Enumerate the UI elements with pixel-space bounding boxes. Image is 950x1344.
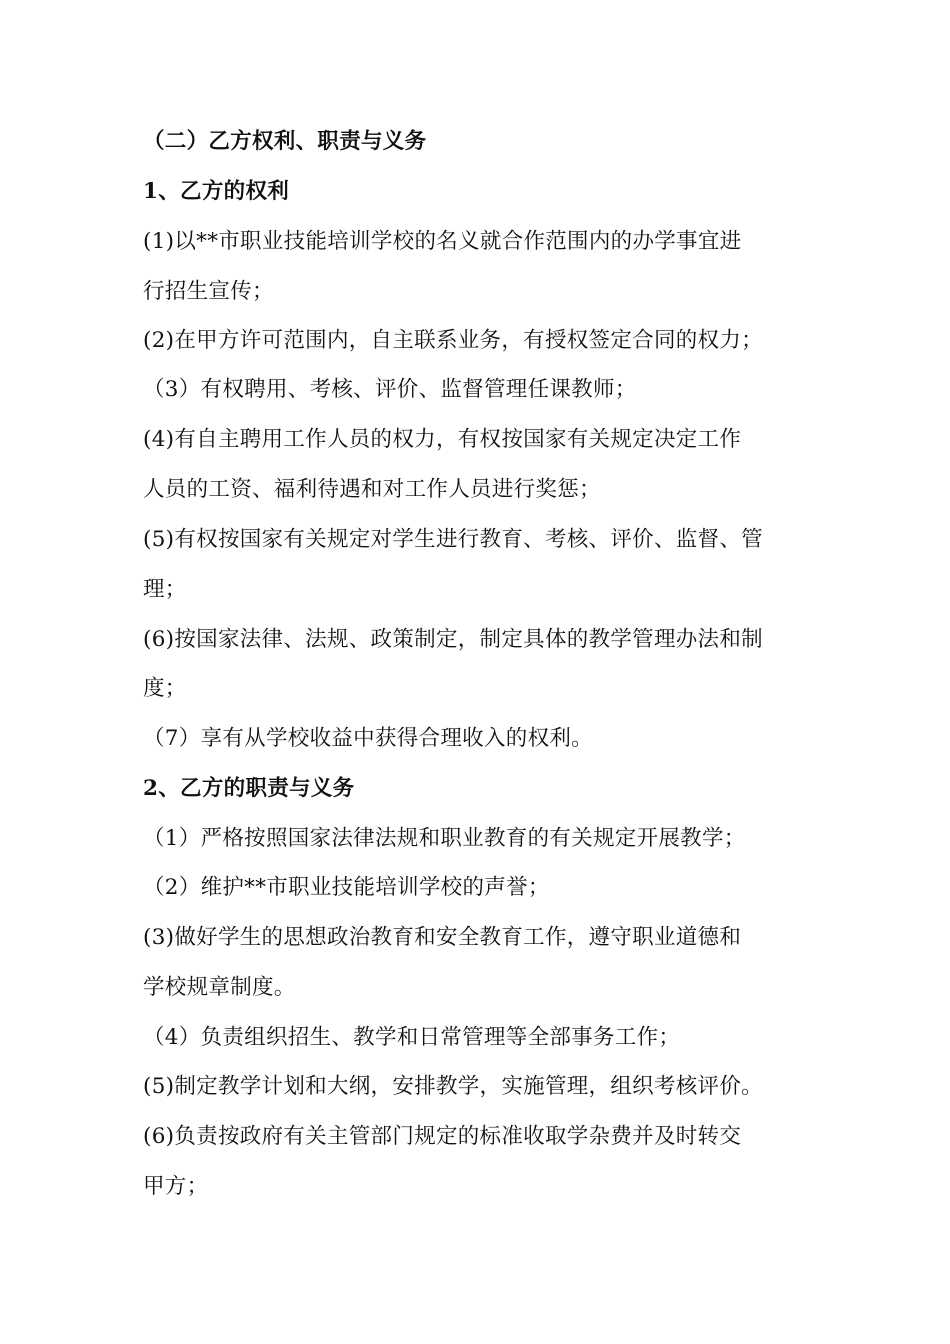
duties-heading: 2、乙方的职责与义务 — [143, 776, 355, 801]
duties-line: （2）维护**市职业技能培训学校的声誉； — [143, 875, 550, 900]
rights-line: (4)有自主聘用工作人员的权力，有权按国家有关规定决定工作 — [143, 427, 742, 452]
rights-line: (6)按国家法律、法规、政策制定，制定具体的教学管理办法和制 — [143, 627, 763, 652]
section-title: （二）乙方权利、职责与义务 — [143, 129, 427, 154]
rights-line: （3）有权聘用、考核、评价、监督管理任课教师； — [143, 377, 637, 402]
rights-heading: 1、乙方的权利 — [143, 179, 290, 204]
duties-line: (6)负责按政府有关主管部门规定的标准收取学杂费并及时转交 — [143, 1124, 742, 1149]
rights-line: (1)以**市职业技能培训学校的名义就合作范围内的办学事宜进 — [143, 229, 742, 254]
duties-line: 学校规章制度。 — [143, 975, 296, 1000]
rights-line: 行招生宣传； — [143, 279, 274, 304]
rights-line: 度； — [143, 676, 187, 701]
rights-line: （7）享有从学校收益中获得合理收入的权利。 — [143, 726, 593, 751]
duties-line: 甲方； — [143, 1174, 209, 1199]
duties-line: (3)做好学生的思想政治教育和安全教育工作，遵守职业道德和 — [143, 925, 742, 950]
duties-line: （1）严格按照国家法律法规和职业教育的有关规定开展教学； — [143, 826, 746, 851]
rights-line: (2)在甲方许可范围内，自主联系业务，有授权签定合同的权力； — [143, 328, 763, 353]
duties-line: (5)制定教学计划和大纲，安排教学，实施管理，组织考核评价。 — [143, 1074, 763, 1099]
rights-line: 人员的工资、福利待遇和对工作人员进行奖惩； — [143, 477, 601, 502]
rights-line: (5)有权按国家有关规定对学生进行教育、考核、评价、监督、管 — [143, 527, 763, 552]
rights-line: 理； — [143, 577, 187, 602]
duties-line: （4）负责组织招生、教学和日常管理等全部事务工作； — [143, 1025, 681, 1050]
